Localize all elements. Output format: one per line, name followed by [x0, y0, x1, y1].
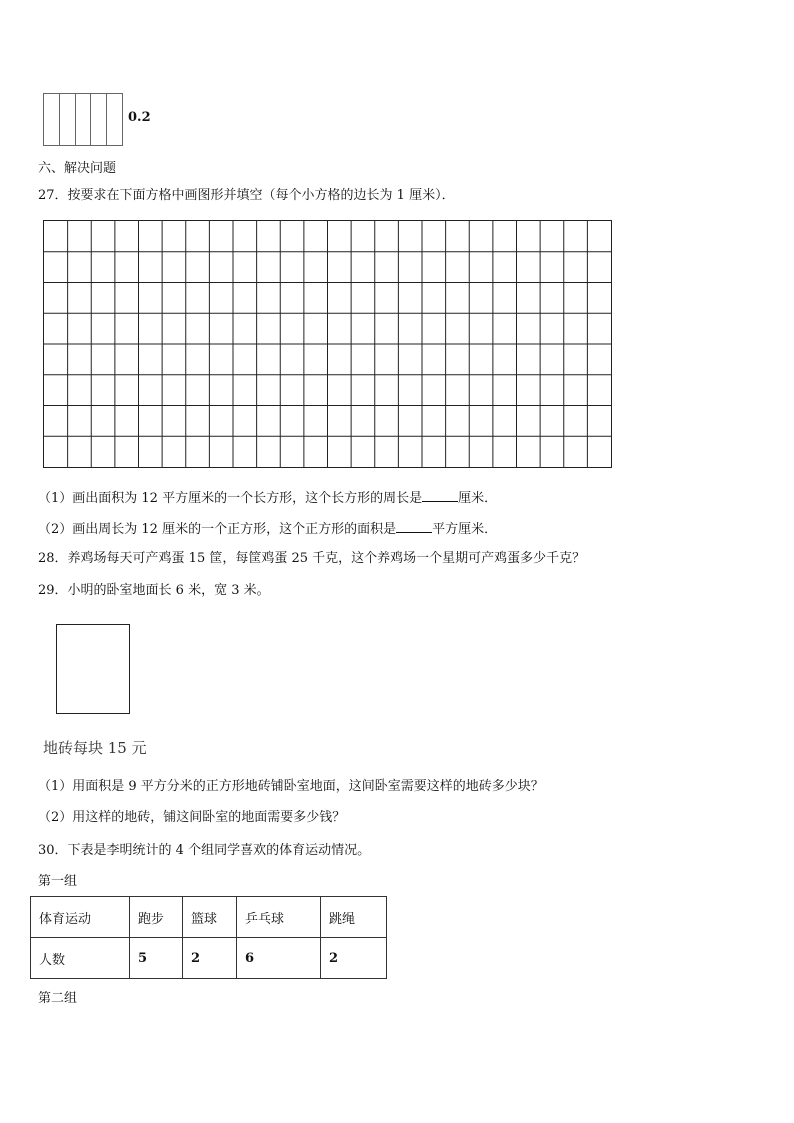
table-cell: 5 — [130, 938, 183, 979]
group1-label: 第一组 — [38, 874, 78, 889]
q27-sub1-text: （1）画出面积为 12 平方厘米的一个长方形，这个长方形的周长是 — [38, 491, 423, 506]
table-row — [31, 938, 387, 979]
square-grid — [43, 220, 612, 468]
question-28: 28．养鸡场每天可产鸡蛋 15 筐，每筐鸡蛋 25 千克，这个养鸡场一个星期可产鸡蛋多少千克？ — [38, 551, 586, 566]
question-29: 29．小明的卧室地面长 6 米，宽 3 米。 — [38, 583, 270, 598]
sports-table — [30, 896, 387, 979]
q27-sub2-text: （2）画出周长为 12 厘米的一个正方形，这个正方形的面积是 — [38, 522, 397, 537]
bedroom-rectangle-figure — [56, 624, 130, 714]
answer-blank[interactable] — [396, 520, 432, 533]
table-cell: 跑步 — [130, 897, 183, 938]
question-27-sub2 — [38, 520, 497, 538]
table-cell: 6 — [237, 938, 321, 979]
decimal-strip-figure — [43, 93, 123, 146]
strip-value: 0.2 — [128, 110, 151, 125]
answer-blank[interactable] — [422, 489, 458, 502]
group2-label: 第二组 — [38, 991, 78, 1006]
table-header-row — [31, 897, 387, 938]
table-cell: 体育运动 — [31, 897, 130, 938]
table-cell: 人数 — [31, 938, 130, 979]
table-cell: 乒乓球 — [237, 897, 321, 938]
question-29-sub2: （2）用这样的地砖，铺这间卧室的地面需要多少钱？ — [38, 810, 346, 825]
question-27: 27．按要求在下面方格中画图形并填空（每个小方格的边长为 1 厘米）． — [38, 188, 455, 203]
table-cell: 2 — [321, 938, 387, 979]
q27-sub1-unit: 厘米． — [458, 491, 498, 506]
section-title: 六、解决问题 — [38, 161, 117, 176]
table-cell: 2 — [183, 938, 237, 979]
question-30: 30．下表是李明统计的 4 个组同学喜欢的体育运动情况。 — [38, 843, 371, 858]
q27-sub2-unit: 平方厘米． — [432, 522, 498, 537]
table-cell: 篮球 — [183, 897, 237, 938]
table-cell: 跳绳 — [321, 897, 387, 938]
question-29-sub1: （1）用面积是 9 平方分米的正方形地砖铺卧室地面，这间卧室需要这样的地砖多少块？ — [38, 779, 544, 794]
tile-price-label: 地砖每块 15 元 — [43, 739, 147, 757]
question-27-sub1 — [38, 489, 497, 507]
